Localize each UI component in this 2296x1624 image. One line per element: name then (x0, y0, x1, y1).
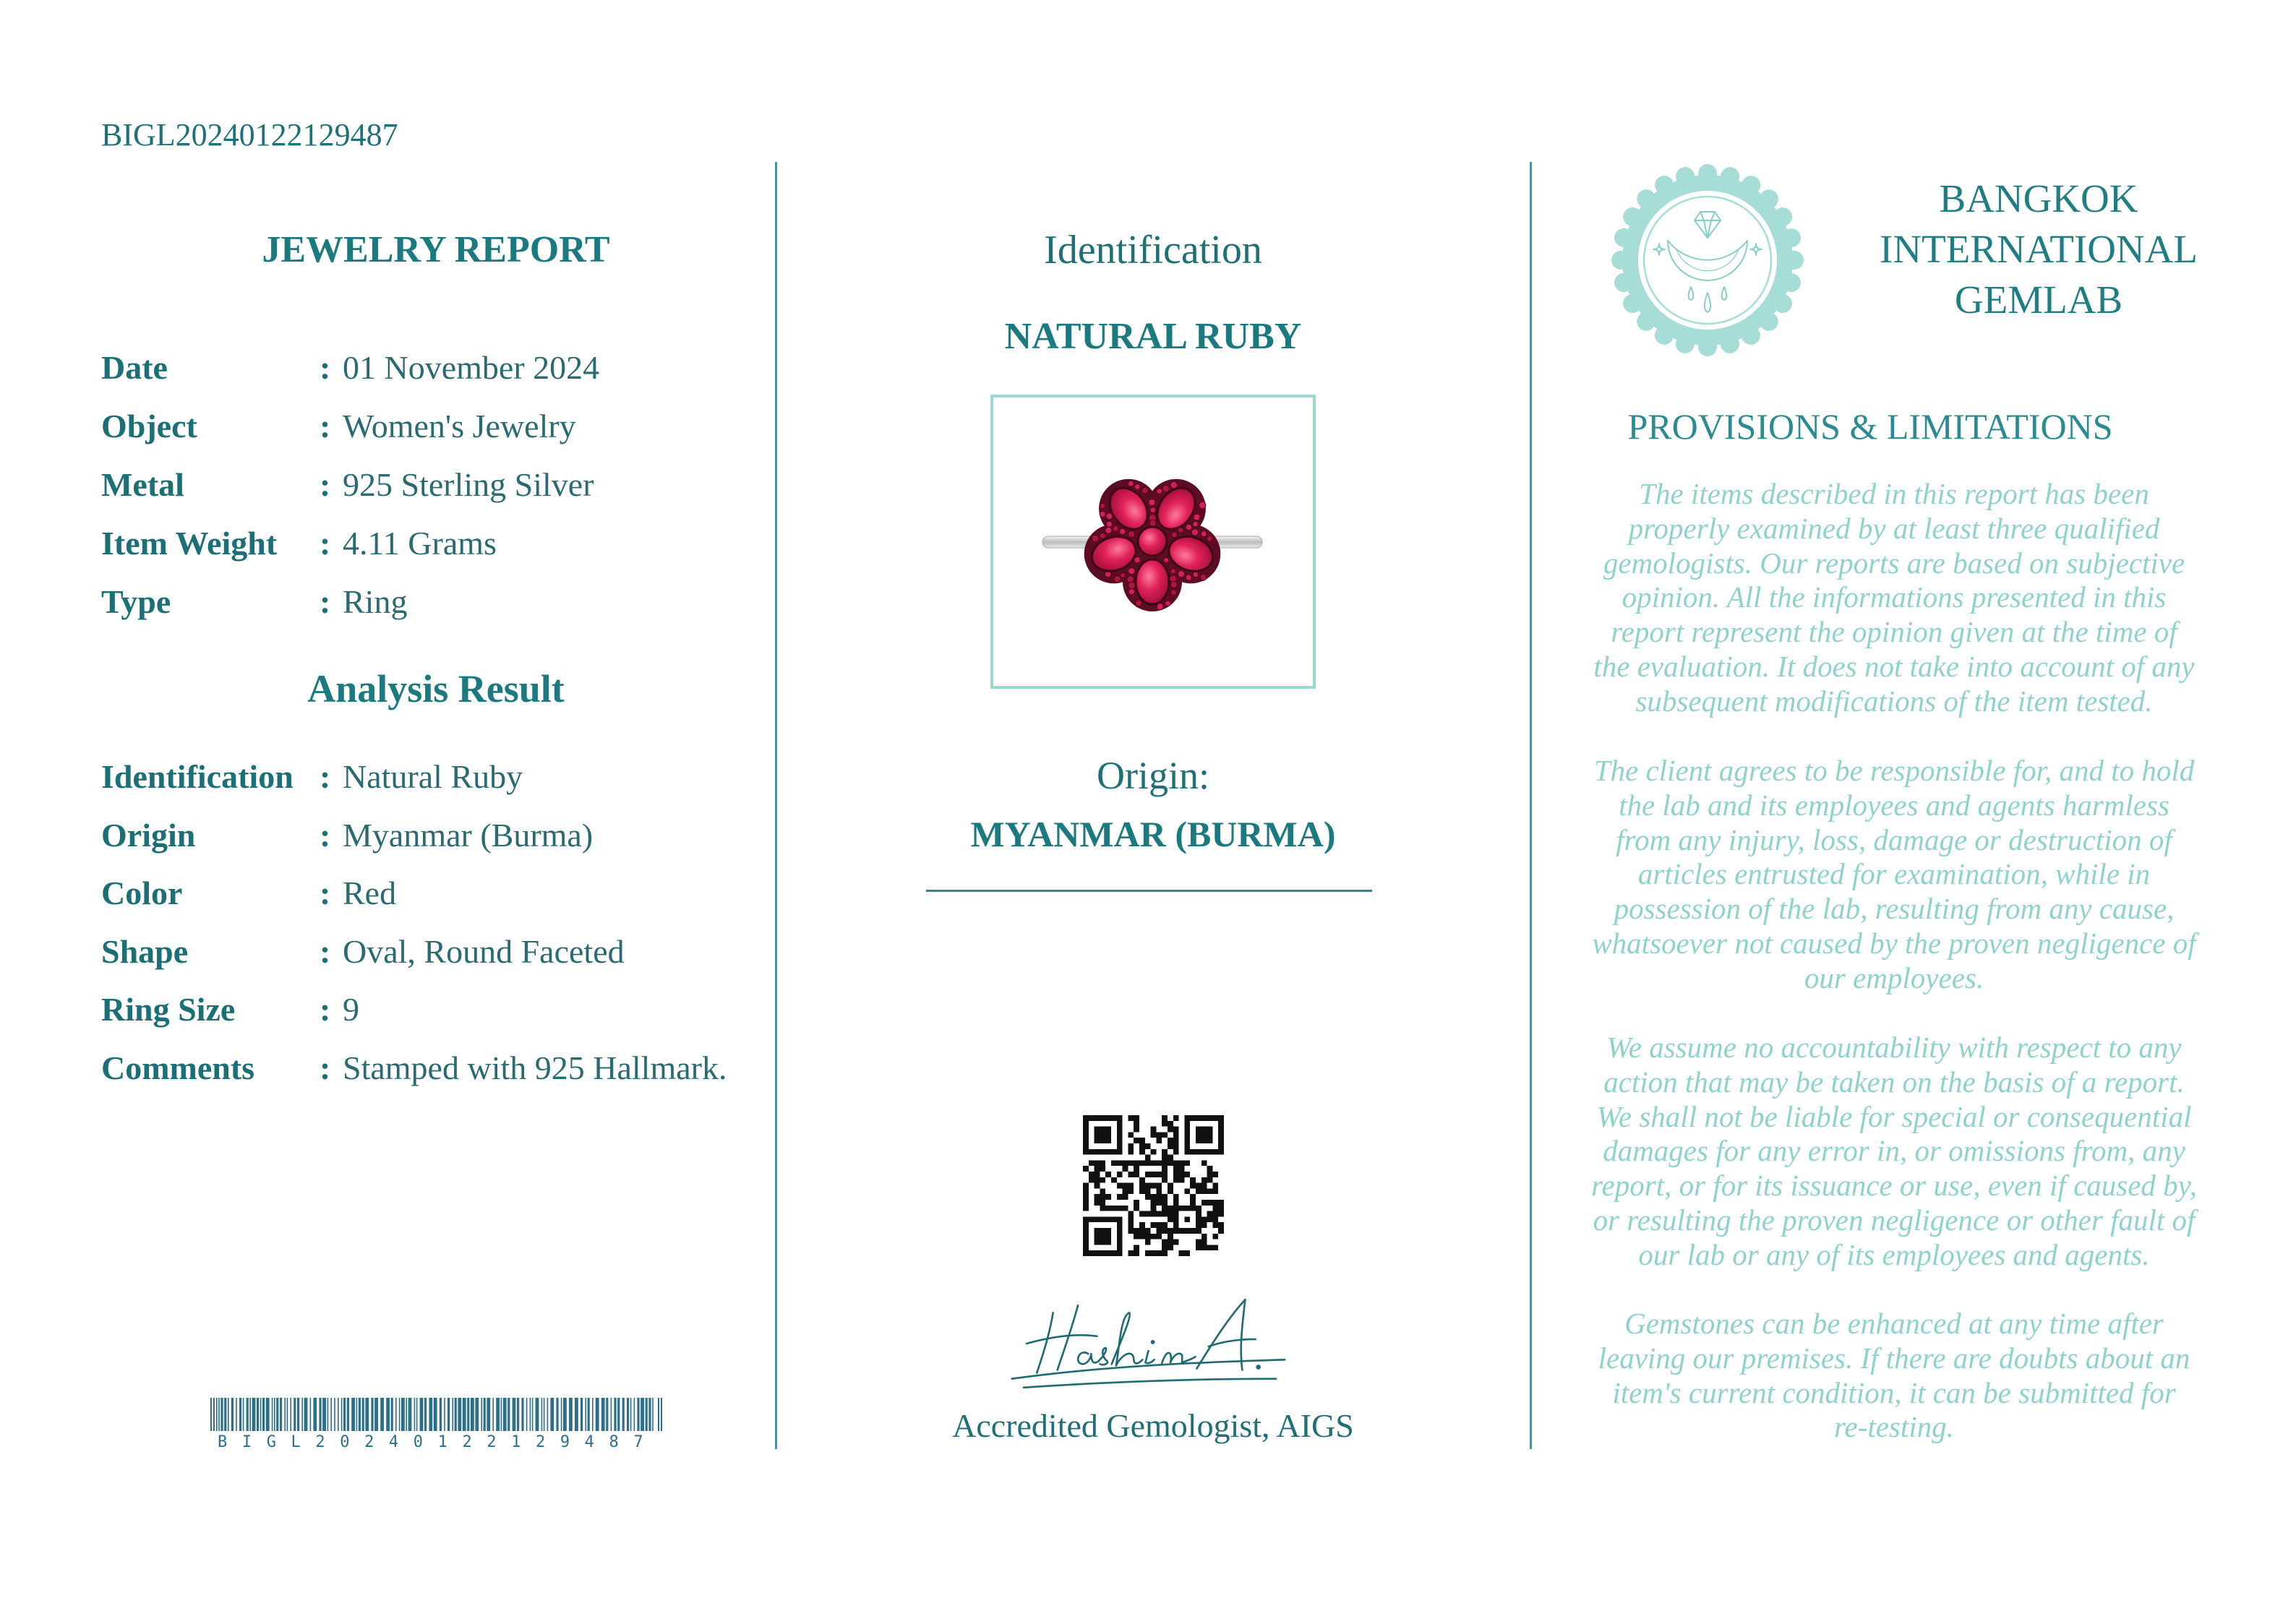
detail-separator: : (320, 349, 331, 386)
analysis-separator: : (320, 1049, 331, 1086)
analysis-row-identification (101, 748, 766, 807)
provisions-line: damages for any error in, or omissions from, any (1603, 1134, 2185, 1168)
pave-ruby (1114, 576, 1121, 583)
provisions-paragraph (1547, 1307, 2241, 1445)
pave-ruby (1134, 557, 1141, 564)
provisions-line: from any injury, loss, damage or destruction of (1616, 822, 2172, 856)
provisions-line: Gemstones can be enhanced at any time after (1624, 1307, 2164, 1340)
barcode-number: BIGL20240122129487 (218, 1433, 659, 1451)
provisions-line: our employees. (1804, 961, 1984, 994)
signature-i-dot (1152, 1341, 1154, 1343)
provisions-line: re-testing. (1834, 1410, 1954, 1444)
qr-code-icon (1083, 1115, 1224, 1256)
analysis-value: Red (343, 875, 397, 912)
provisions-line: leaving our premises. If there are doubts about an (1598, 1341, 2190, 1375)
pave-ruby (1193, 522, 1198, 527)
origin-heading: Origin: (1097, 754, 1209, 797)
pave-ruby (1106, 521, 1112, 527)
analysis-row-origin (101, 807, 766, 865)
provisions-line: We assume no accountability with respect to any (1606, 1031, 2182, 1064)
pave-ruby (1128, 589, 1134, 595)
detail-value: Ring (343, 583, 408, 620)
provisions-line: report represent the opinion given at the time of (1611, 615, 2177, 649)
detail-separator: : (320, 466, 331, 503)
provisions-line: or resulting the proven negligence or other fault of (1593, 1203, 2196, 1237)
provisions-paragraph (1547, 1031, 2241, 1273)
center-round-ruby (1138, 527, 1167, 556)
pave-ruby (1100, 533, 1105, 538)
barcode-icon (210, 1398, 662, 1431)
detail-separator: : (320, 583, 331, 620)
provisions-line: The client agrees to be responsible for, and to hold (1593, 754, 2195, 787)
detail-label: Item Weight (101, 525, 278, 562)
provisions-line: possession of the lab, resulting from any cause, (1614, 892, 2175, 926)
provisions-line: our lab or any of its employees and agents. (1638, 1237, 2150, 1271)
oval-ruby (1136, 559, 1169, 604)
lab-name-line: GEMLAB (1954, 278, 2123, 322)
provisions-line: report, or for its issuance or use, even if caused by, (1591, 1169, 2197, 1203)
detail-row-type (101, 572, 766, 631)
pave-ruby (1128, 582, 1136, 589)
analysis-row-shape (101, 923, 766, 981)
pave-ruby (1100, 511, 1105, 517)
origin-underline (926, 890, 1372, 892)
provisions-title: PROVISIONS & LIMITATIONS (1627, 406, 2113, 447)
detail-value: 925 Sterling Silver (343, 466, 594, 503)
report-number: BIGL20240122129487 (101, 117, 398, 152)
pave-ruby (1105, 527, 1112, 533)
lab-name-line: BANGKOK (1939, 176, 2138, 220)
pave-ruby (1194, 514, 1200, 520)
analysis-label: Shape (101, 932, 189, 970)
pave-ruby (1201, 531, 1207, 537)
pave-ruby (1149, 499, 1155, 506)
detail-value: 01 November 2024 (343, 349, 600, 386)
pave-ruby (1128, 481, 1134, 486)
pave-ruby (1170, 590, 1176, 596)
pave-ruby (1207, 536, 1212, 541)
analysis-title: Analysis Result (307, 667, 565, 710)
pave-ruby (1134, 484, 1140, 490)
pave-ruby (1164, 558, 1169, 563)
pave-ruby (1170, 569, 1176, 575)
pave-ruby (1150, 507, 1156, 513)
analysis-label: Color (101, 875, 183, 912)
pave-ruby (1193, 572, 1199, 577)
pave-ruby (1092, 535, 1098, 541)
analysis-separator: : (320, 932, 331, 970)
pave-ruby (1199, 502, 1206, 508)
gem-crescent-seal-icon (1610, 163, 1805, 358)
provisions-line: articles entrusted for examination, while in (1637, 857, 2151, 891)
analysis-row-color (101, 864, 766, 923)
detail-row-object (101, 397, 766, 455)
provisions-line: subsequent modifications of the item tested. (1635, 684, 2153, 718)
analysis-row-ring-size (101, 981, 766, 1039)
ruby-ring-photo (993, 398, 1313, 686)
pave-ruby (1157, 489, 1162, 494)
report-title: JEWELRY REPORT (262, 229, 610, 270)
analysis-separator: : (320, 875, 331, 912)
analysis-label: Ring Size (101, 991, 236, 1028)
provisions-paragraph (1547, 754, 2241, 996)
detail-label: Date (101, 349, 168, 386)
lab-name (1851, 173, 2227, 325)
detail-separator: : (320, 525, 331, 562)
detail-row-date (101, 338, 766, 397)
pave-ruby (1142, 487, 1149, 494)
pave-ruby (1165, 601, 1170, 606)
signer-title: Accredited Gemologist, AIGS (952, 1407, 1354, 1444)
signature-letters-ashim (1078, 1312, 1195, 1365)
detail-value: Women's Jewelry (343, 408, 576, 444)
detail-separator: : (320, 408, 331, 444)
provisions-line: opinion. All the informations presented in this (1622, 580, 2167, 614)
provisions-line: The items described in this report has been (1639, 477, 2149, 510)
provisions-line: the evaluation. It does not take into account of any (1593, 649, 2195, 683)
lab-name-line: INTERNATIONAL (1880, 227, 2198, 271)
analysis-separator: : (320, 991, 331, 1028)
pave-ruby (1170, 481, 1177, 488)
detail-row-metal (101, 455, 766, 514)
analysis-value: Stamped with 925 Hallmark. (343, 1049, 727, 1086)
pave-ruby (1171, 532, 1177, 538)
signature-image (1008, 1295, 1288, 1395)
pave-ruby (1191, 529, 1198, 536)
detail-label: Type (101, 583, 171, 620)
barcode-bars (210, 1398, 662, 1431)
analysis-value: Myanmar (Burma) (343, 816, 594, 854)
provisions-line: whatsoever not caused by the proven negligence of (1592, 926, 2196, 960)
analysis-result-list (101, 748, 766, 1098)
origin-result: MYANMAR (BURMA) (970, 814, 1336, 854)
pave-ruby (1113, 525, 1118, 531)
detail-label: Object (101, 408, 197, 444)
analysis-separator: : (320, 816, 331, 854)
analysis-label: Identification (101, 758, 294, 795)
provisions-line: action that may be taken on the basis of a report. (1603, 1065, 2185, 1099)
pave-ruby (1200, 574, 1207, 580)
pave-ruby (1100, 503, 1105, 508)
detail-label: Metal (101, 466, 184, 503)
pave-ruby (1178, 571, 1184, 577)
analysis-row-comments (101, 1039, 766, 1098)
provisions-line: item's current condition, it can be submitted for (1612, 1375, 2176, 1409)
identification-heading: Identification (1044, 228, 1262, 272)
item-details-list (101, 338, 766, 631)
provisions-line: gemologists. Our reports are based on subjective (1603, 546, 2185, 580)
provisions-line: properly examined by at least three qualified (1628, 511, 2160, 545)
analysis-value: Oval, Round Faceted (343, 932, 625, 970)
detail-row-item-weight (101, 514, 766, 572)
provisions-paragraph (1547, 477, 2241, 719)
signature-letter-a (1196, 1299, 1255, 1370)
pave-ruby (1186, 524, 1192, 530)
provisions-line: the lab and its employees and agents harmless (1619, 788, 2169, 822)
analysis-label: Origin (101, 816, 196, 854)
analysis-separator: : (320, 758, 331, 795)
analysis-value: 9 (343, 991, 359, 1028)
pave-ruby (1136, 600, 1142, 606)
provisions-line: We shall not be liable for special or consequential (1596, 1099, 2192, 1133)
pave-ruby (1170, 581, 1177, 588)
pave-ruby (1128, 531, 1135, 538)
pave-ruby (1128, 568, 1135, 575)
pave-ruby (1186, 575, 1191, 580)
pave-ruby (1121, 572, 1126, 577)
signature-period (1257, 1365, 1260, 1368)
pave-ruby (1120, 528, 1126, 534)
analysis-label: Comments (101, 1049, 255, 1086)
pave-ruby (1149, 520, 1156, 526)
item-photo-frame (990, 395, 1316, 689)
pave-ruby (1162, 485, 1169, 491)
analysis-value: Natural Ruby (343, 758, 523, 795)
detail-value: 4.11 Grams (343, 525, 497, 562)
identification-result: NATURAL RUBY (1004, 316, 1302, 357)
